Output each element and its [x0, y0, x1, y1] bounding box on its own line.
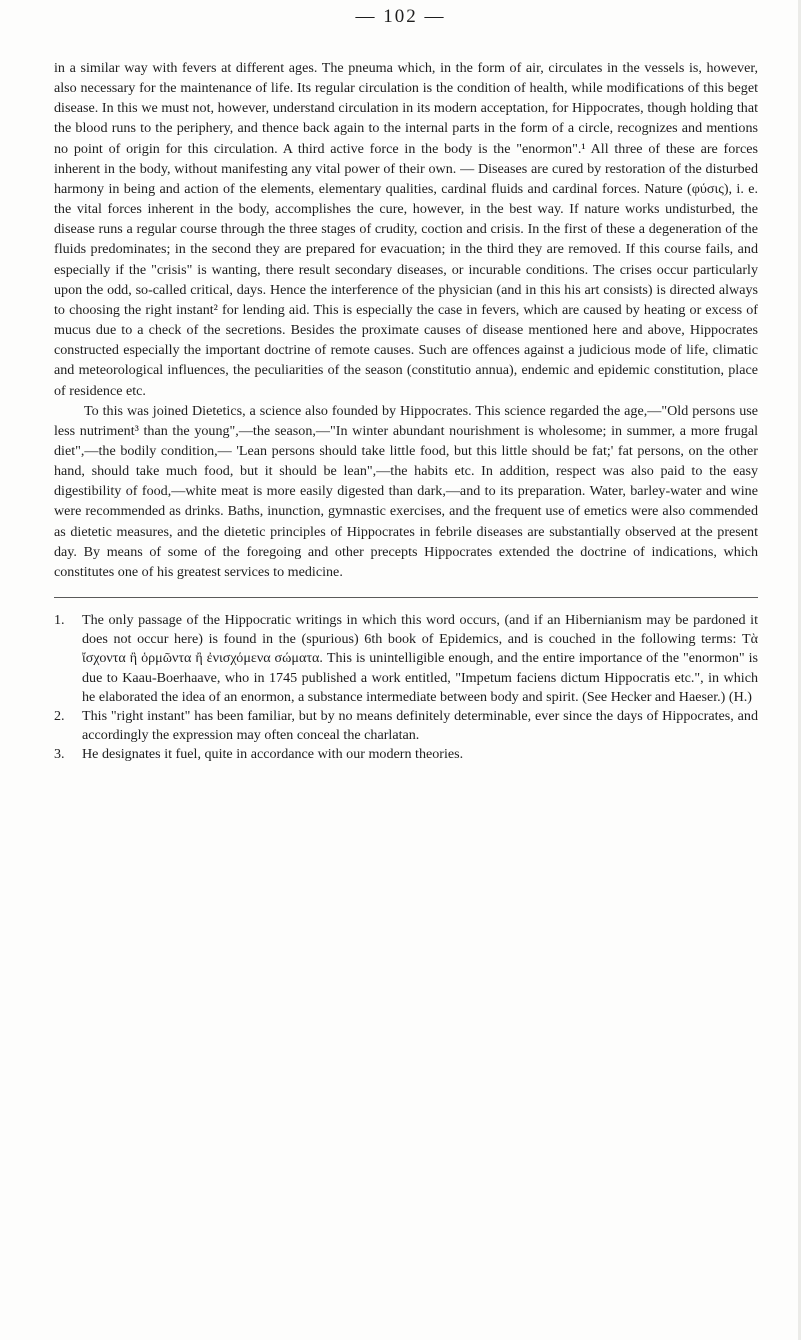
footnote-item	[54, 745, 758, 764]
body-paragraph: To this was joined Dietetics, a science also founded by Hippocrates. This science regarded the age,—"Old persons use less nutriment³ than the young",—the season,—"In winter abundant nourishment is wholesome; in summer, a more frugal diet",—the bodily condition,— 'Lean persons should take little food, but this little should be fat;' fat persons, on the other hand, should take much food, but it should be lean",—the habits etc. In addition, respect was also paid to the easy digestibility of food,—white meat is more easily digested than dark,—and to its preparation. Water, barley-water and wine were recommended as drinks. Baths, inunction, gymnastic exercises, and the frequent use of emetics were also commended as dietetic measures, and the dietetic principles of Hippocrates in febrile diseases are substantially observed at the present day. By means of some of the foregoing and other precepts Hippocrates extended the doctrine of indications, which constitutes one of his greatest services to medicine.	[54, 402, 758, 580]
footnote-number: 3.	[54, 746, 65, 763]
page-body	[54, 58, 758, 765]
footnotes-list	[54, 611, 758, 765]
footnote-divider	[54, 597, 758, 598]
footnote-text: The only passage of the Hippocratic writings in which this word occurs, (and if an Hibernianism may be pardoned it does not occur here) is found in the (spurious) 6th book of Epidemics, and is couched in the following terms: Τὰ ἴσχοντα ἢ ὁρμῶντα ἢ ἐνισχόμενα σώματα. This is unintelligible enough, and the entire importance of the "enormon" is due to Kaau-Boerhaave, who in 1745 published a work entitled, "Impetum faciens dictum Hippocratis etc.", in which he elaborated the idea of an enormon, a substance intermediate between body and spirit. (See Hecker and Haeser.) (H.)	[82, 612, 758, 705]
footnote-item	[54, 611, 758, 707]
body-paragraph: in a similar way with fevers at different ages. The pneuma which, in the form of air, circulates in the vessels is, however, also necessary for the maintenance of life. Its regular circulation is the condition of health, while modifications of this beget disease. In this we must not, however, understand circulation in its modern acceptation, for Hippocrates, though holding that the blood runs to the periphery, and thence back again to the internal parts in the form of a circle, recognizes and mentions no point of origin for this circulation. A third active force in the body is the "enormon".¹ All three of these are forces inherent in the body, without manifesting any vital power of their own. — Diseases are cured by restoration of the disturbed harmony in being and action of the elements, elementary qualities, cardinal fluids and cardinal forces. Nature (φύσις), i. e. the vital forces inherent in the body, accomplishes the cure, however, in the best way. If nature works undisturbed, the disease runs a regular course through the three stages of crudity, coction and crisis. In the first of these a degeneration of the fluids predominates; in the second they are prepared for evacuation; in the third they are removed. If this course fails, and especially if the "crisis" is wanting, there result secondary diseases, or incurable conditions. The crises occur particularly upon the odd, so-called critical, days. Hence the interference of the physician (and in this his art consists) is directed always to choosing the right instant² for lending aid. This is especially the case in fevers, which are caused by heating or excess of mucus due to a check of the secretions. Besides the proximate causes of disease mentioned here and above, Hippocrates constructed especially the important doctrine of remote causes. Such are offences against a judicious mode of life, climatic and meteorological influences, the peculiarities of the season (constitutio annua), endemic and epidemic constitution, place of residence etc.	[54, 60, 758, 399]
footnote-number: 2.	[54, 708, 65, 725]
footnote-text: This "right instant" has been familiar, but by no means definitely determinable, ever since the days of Hippocrates, and accordingly the expression may often conceal the charlatan.	[82, 708, 758, 744]
page-number-header: — 102 —	[355, 6, 446, 27]
footnote-item	[54, 707, 758, 745]
footnote-number: 1.	[54, 612, 65, 629]
footnote-text: He designates it fuel, quite in accordance with our modern theories.	[82, 746, 464, 763]
